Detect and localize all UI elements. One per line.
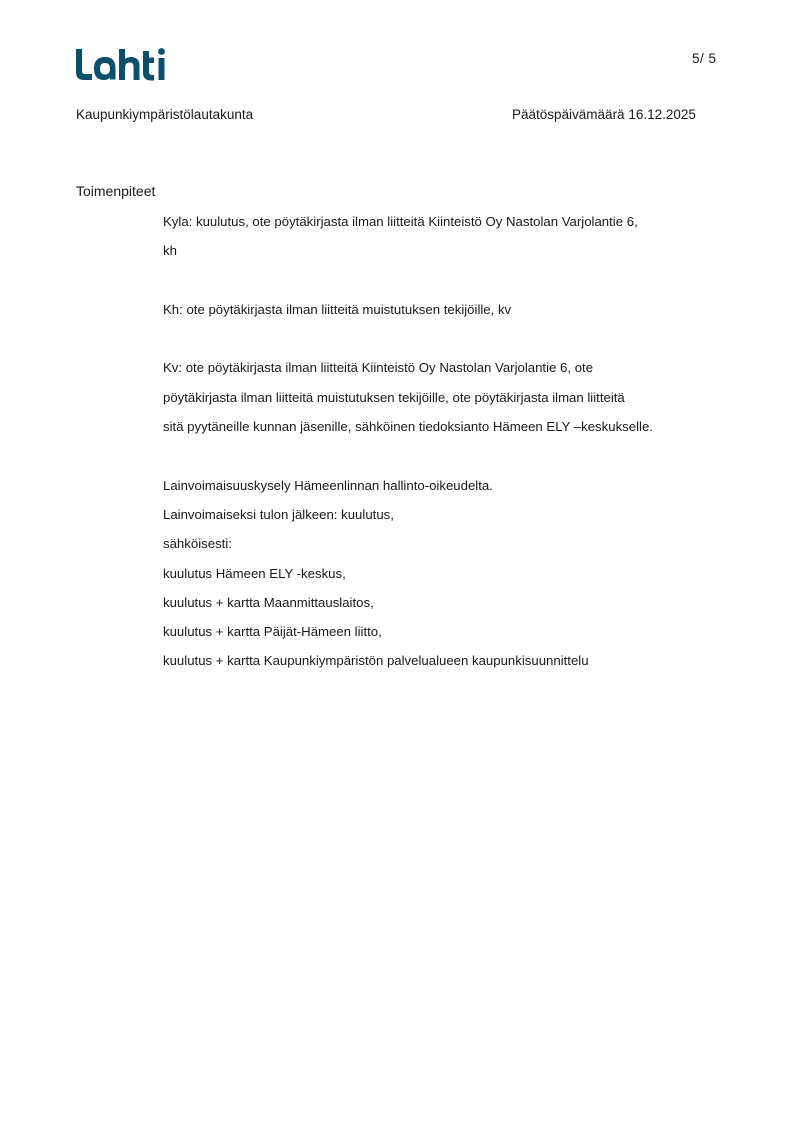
text-line: sähköisesti:: [163, 536, 232, 552]
text-line: Kh: ote pöytäkirjasta ilman liitteitä muistutuksen tekijöille, kv: [163, 301, 512, 317]
lahti-logo: [75, 46, 167, 82]
text-line: sitä pyytäneille kunnan jäsenille, sähköinen tiedoksianto Hämeen ELY –keskukselle.: [163, 419, 653, 435]
kv-paragraph: [163, 353, 723, 441]
paragraph-spacer: [163, 441, 723, 470]
committee-name: Kaupunkiympäristölautakunta: [76, 107, 254, 122]
text-line: pöytäkirjasta ilman liitteitä muistutuksen tekijöille, ote pöytäkirjasta ilman liitteitä: [163, 389, 625, 405]
text-line: Kv: ote pöytäkirjasta ilman liitteitä Kiinteistö Oy Nastolan Varjolantie 6, ote: [163, 360, 594, 376]
final-paragraph: [163, 471, 723, 676]
measures-body: [163, 207, 723, 676]
text-line: Lainvoimaisuuskysely Hämeenlinnan hallinto-oikeudelta.: [163, 477, 493, 493]
decision-date: Päätöspäivämäärä 16.12.2025: [512, 107, 696, 122]
paragraph-spacer: [163, 324, 723, 353]
page-number: 5/ 5: [692, 51, 717, 66]
paragraph-spacer: [163, 266, 723, 295]
text-line: kuulutus + kartta Päijät-Hämeen liitto,: [163, 624, 382, 640]
text-line: Lainvoimaiseksi tulon jälkeen: kuulutus,: [163, 506, 394, 522]
text-line: kh: [163, 243, 177, 259]
text-line: Kyla: kuulutus, ote pöytäkirjasta ilman liitteitä Kiinteistö Oy Nastolan Varjolantie 6,: [163, 214, 638, 229]
kyla-paragraph: [163, 207, 723, 266]
text-line: kuulutus + kartta Maanmittauslaitos,: [163, 594, 374, 610]
lahti-logo-icon: [75, 46, 167, 82]
text-line: kuulutus Hämeen ELY -keskus,: [163, 565, 346, 581]
section-title: Toimenpiteet: [76, 183, 156, 199]
text-line: kuulutus + kartta Kaupunkiympäristön palvelualueen kaupunkisuunnittelu: [163, 653, 589, 669]
kh-paragraph: [163, 295, 723, 324]
